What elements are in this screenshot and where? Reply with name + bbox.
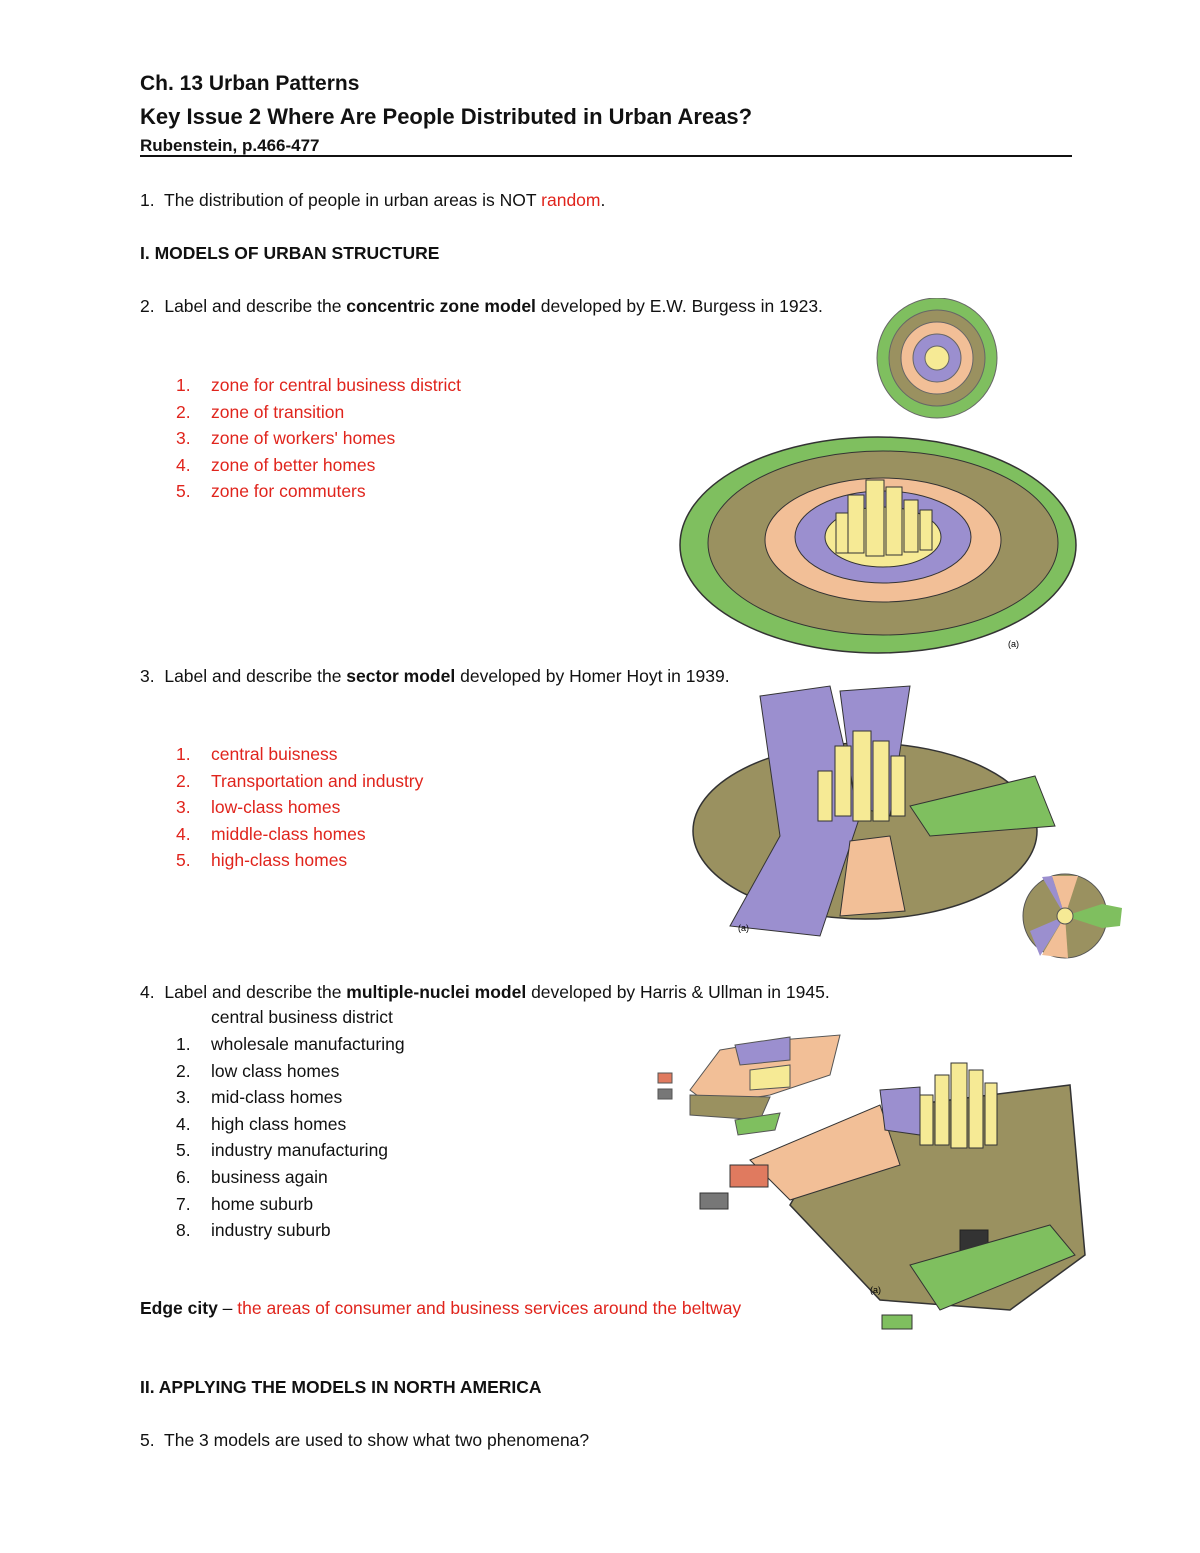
question-number: 1. [140,190,155,210]
section-heading: II. APPLYING THE MODELS IN NORTH AMERICA [140,1377,542,1397]
concentric-zone-illustration [678,425,1078,655]
answer-list [176,741,423,874]
figure-label: (a) [1008,639,1019,649]
question-5: 5. The 3 models are used to show what two phenomena? [140,1430,590,1450]
list-item: 3. zone of workers' homes [176,428,396,449]
list-item: 5. high-class homes [176,850,348,871]
answer-text: random [541,190,601,210]
list-item: 7. home suburb [176,1193,314,1214]
header-underline [140,155,1072,157]
key-issue-title: Key Issue 2 Where Are People Distributed in Urban Areas? [140,104,753,129]
list-item: 1. zone for central business district [176,375,461,395]
model-name: sector model [346,666,456,686]
list-item: 4. middle-class homes [176,823,366,844]
source-reference: Rubenstein, p.466-477 [140,136,320,155]
list-item: 2. low class homes [176,1060,340,1081]
edge-city-definition: Edge city – the areas of consumer and business services around the beltway [140,1298,742,1318]
list-item: 4. high class homes [176,1113,347,1134]
model-name: multiple-nuclei model [346,982,527,1002]
list-item: 5. industry manufacturing [176,1140,389,1161]
concentric-zone-diagram [870,298,1004,420]
question-2: 2. Label and describe the concentric zone model developed by E.W. Burgess in 1923. [140,296,823,316]
model-name: concentric zone model [346,296,536,316]
list-item: 1. central buisness [176,744,338,764]
list-item: 4. zone of better homes [176,454,376,475]
chapter-title: Ch. 13 Urban Patterns [140,72,360,95]
list-item: 5. zone for commuters [176,481,366,502]
figure-label: (a) [870,1285,881,1295]
answer-list [176,1031,405,1244]
figure-label: (a) [738,923,749,933]
list-intro: central business district [211,1007,393,1027]
question-text: The distribution of people in urban areas is NOT [164,190,537,210]
question-4: 4. Label and describe the multiple-nuclei model developed by Harris & Ullman in 1945. [140,982,830,1002]
sector-pie-diagram [1023,874,1122,958]
list-item: 2. zone of transition [176,401,345,422]
list-item: 6. business again [176,1166,328,1187]
answer-text: the areas of consumer and business services around the beltway [237,1298,742,1318]
sector-model-illustration [690,676,1130,976]
section-heading: I. MODELS OF URBAN STRUCTURE [140,243,440,263]
question-3: 3. Label and describe the sector model developed by Homer Hoyt in 1939. [140,666,730,686]
multiple-nuclei-key-map [658,1035,840,1135]
multiple-nuclei-illustration [650,1025,1090,1340]
answer-list [176,372,461,505]
list-item: 2. Transportation and industry [176,770,424,791]
list-item: 3. mid-class homes [176,1087,343,1108]
list-item: 8. industry suburb [176,1220,331,1241]
question-1: 1. The distribution of people in urban areas is NOT random. [140,190,606,210]
list-item: 3. low-class homes [176,797,341,818]
term: Edge city [140,1298,218,1318]
list-item: 1. wholesale manufacturing [176,1034,405,1054]
